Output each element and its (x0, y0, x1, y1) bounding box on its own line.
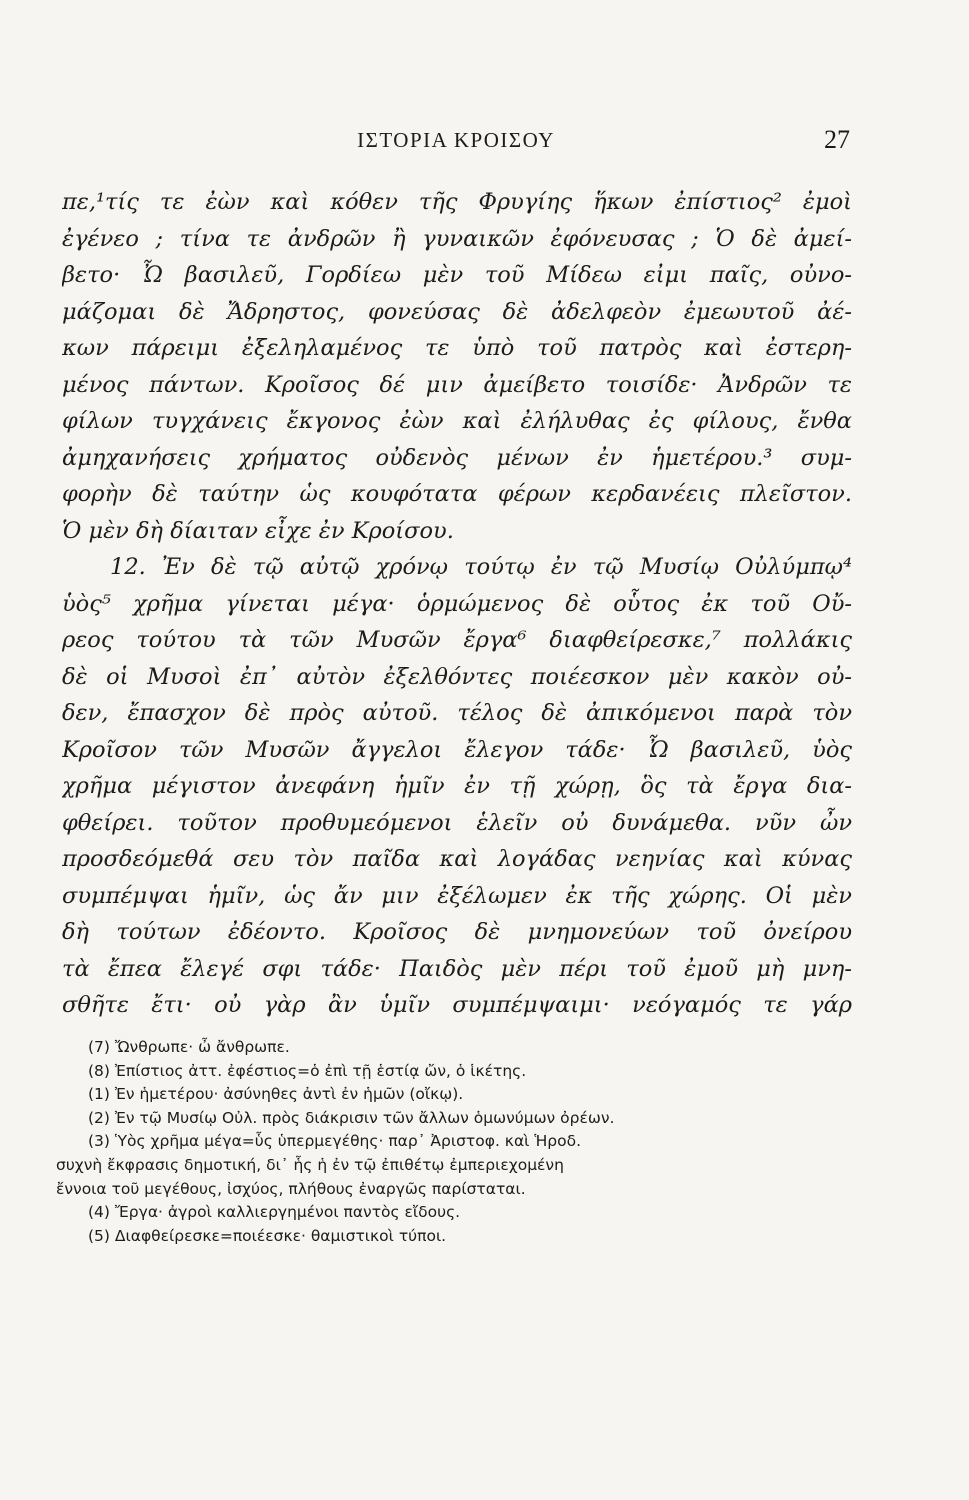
text-line: μένος πάντων. Κροῖσος δέ μιν ἀμείβετο τοισίδε· Ἀνδρῶν τε (62, 371, 852, 398)
text-line: ρεος τούτου τὰ τῶν Μυσῶν ἔργα⁶ διαφθείρεσκε,⁷ πολλάκις (62, 627, 852, 653)
text-line: φθείρει. τοῦτον προθυμεόμενοι ἑλεῖν οὐ δυνάμεθα. νῦν ὦν (62, 809, 852, 836)
footnote: (4) Ἔργα· ἀγροὶ καλλιεργημένοι παντὸς εἴδους. (88, 1203, 461, 1222)
footnote: (2) Ἐν τῷ Μυσίῳ Οὐλ. πρὸς διάκρισιν τῶν ἄλλων ὁμωνύμων ὀρέων. (88, 1108, 615, 1127)
text-line: προσδεόμεθά σευ τὸν παῖδα καὶ λογάδας νεηνίας καὶ κύνας (62, 846, 852, 872)
text-line: Κροῖσον τῶν Μυσῶν ἄγγελοι ἔλεγον τάδε· Ὦ βασιλεῦ, ὑὸς (62, 736, 852, 763)
text-line: κων πάρειμι ἐξεληλαμένος τε ὑπὸ τοῦ πατρὸς καὶ ἐστερη- (62, 335, 852, 361)
footnote: (5) Διαφθείρεσκε=ποιέεσκε· θαμιστικοὶ τύποι. (88, 1226, 447, 1245)
text-line: σθῆτε ἔτι· οὐ γὰρ ἂν ὑμῖν συμπέμψαιμι· νεόγαμός τε γάρ (62, 992, 852, 1018)
text-line: ἀμηχανήσεις χρήματος οὐδενὸς μένων ἐν ἡμετέρου.³ συμ- (62, 444, 852, 471)
text-line: φορὴν δὲ ταύτην ὡς κουφότατα φέρων κερδανέεις πλεῖστον. (62, 481, 852, 507)
text-line: βετο· Ὦ βασιλεῦ, Γορδίεω μὲν τοῦ Μίδεω εἰμι παῖς, οὐνο- (62, 262, 852, 288)
text-line: 12. Ἐν δὲ τῷ αὐτῷ χρόνῳ τούτῳ ἐν τῷ Μυσίῳ Οὐλύμπῳ⁴ (110, 554, 852, 580)
text-line: φίλων τυγχάνεις ἔκγονος ἐὼν καὶ ἐλήλυθας ἐς φίλους, ἔνθα (62, 408, 852, 434)
footnote: (3) Ὑὸς χρῆμα μέγα=ὗς ὑπερμεγέθης· παρ᾽ Ἀριστοφ. καὶ Ἡροδ. (88, 1132, 582, 1151)
footnote-continuation: ἔννοια τοῦ μεγέθους, ἰσχύος, πλήθους ἐναργῶς παρίσταται. (56, 1179, 526, 1198)
text-line: ὑὸς⁵ χρῆμα γίνεται μέγα· ὁρμώμενος δὲ οὗτος ἐκ τοῦ Οὔ- (62, 590, 852, 617)
text-line: δεν, ἔπασχον δὲ πρὸς αὐτοῦ. τέλος δὲ ἀπικόμενοι παρὰ τὸν (62, 700, 852, 726)
footnote: (1) Ἐν ἡμετέρου· ἀσύνηθες ἀντὶ ἐν ἡμῶν (οἴκῳ). (88, 1085, 464, 1104)
footnote: (8) Ἐπίστιος ἀττ. ἐφέστιος=ὁ ἐπὶ τῇ ἑστίᾳ ὤν, ὁ ἱκέτης. (88, 1061, 527, 1080)
text-line: τὰ ἔπεα ἔλεγέ σφι τάδε· Παιδὸς μὲν πέρι τοῦ ἐμοῦ μὴ μνη- (62, 955, 852, 982)
page-number: 27 (824, 125, 850, 154)
text-line: δὴ τούτων ἐδέοντο. Κροῖσος δὲ μνημονεύων τοῦ ὀνείρου (62, 919, 852, 945)
text-line: μάζομαι δὲ Ἄδρηστος, φονεύσας δὲ ἀδελφεὸν ἐμεωυτοῦ ἀέ- (62, 298, 852, 325)
text-line: ἐγένεο ; τίνα τε ἀνδρῶν ἢ γυναικῶν ἐφόνευσας ; Ὁ δὲ ἀμεί- (62, 225, 852, 252)
text-line: δὲ οἱ Μυσοὶ ἐπ᾽ αὐτὸν ἐξελθόντες ποιέεσκον μὲν κακὸν οὐ- (62, 663, 852, 690)
text-line: πε,¹τίς τε ἐὼν καὶ κόθεν τῆς Φρυγίης ἥκων ἐπίστιος² ἐμοὶ (62, 189, 852, 215)
footnotes (56, 1036, 852, 1248)
running-head: ΙΣΤΟΡΙΑ ΚΡΟΙΣΟΥ (357, 128, 555, 152)
footnote-continuation: συχνὴ ἔκφρασις δημοτική, δι᾽ ἧς ἡ ἐν τῷ ἐπιθέτῳ ἐμπεριεχομένη (56, 1155, 564, 1174)
text-line: χρῆμα μέγιστον ἀνεφάνη ἡμῖν ἐν τῇ χώρῃ, ὃς τὰ ἔργα δια- (62, 773, 852, 799)
main-text (62, 184, 852, 1024)
footnote: (7) Ὤνθρωπε· ὦ ἄνθρωπε. (88, 1038, 290, 1056)
text-line: συμπέμψαι ἡμῖν, ὡς ἄν μιν ἐξέλωμεν ἐκ τῆς χώρης. Οἱ μὲν (62, 882, 852, 909)
page-header (62, 125, 850, 162)
text-line: Ὁ μὲν δὴ δίαιταν εἶχε ἐν Κροίσου. (62, 517, 454, 544)
